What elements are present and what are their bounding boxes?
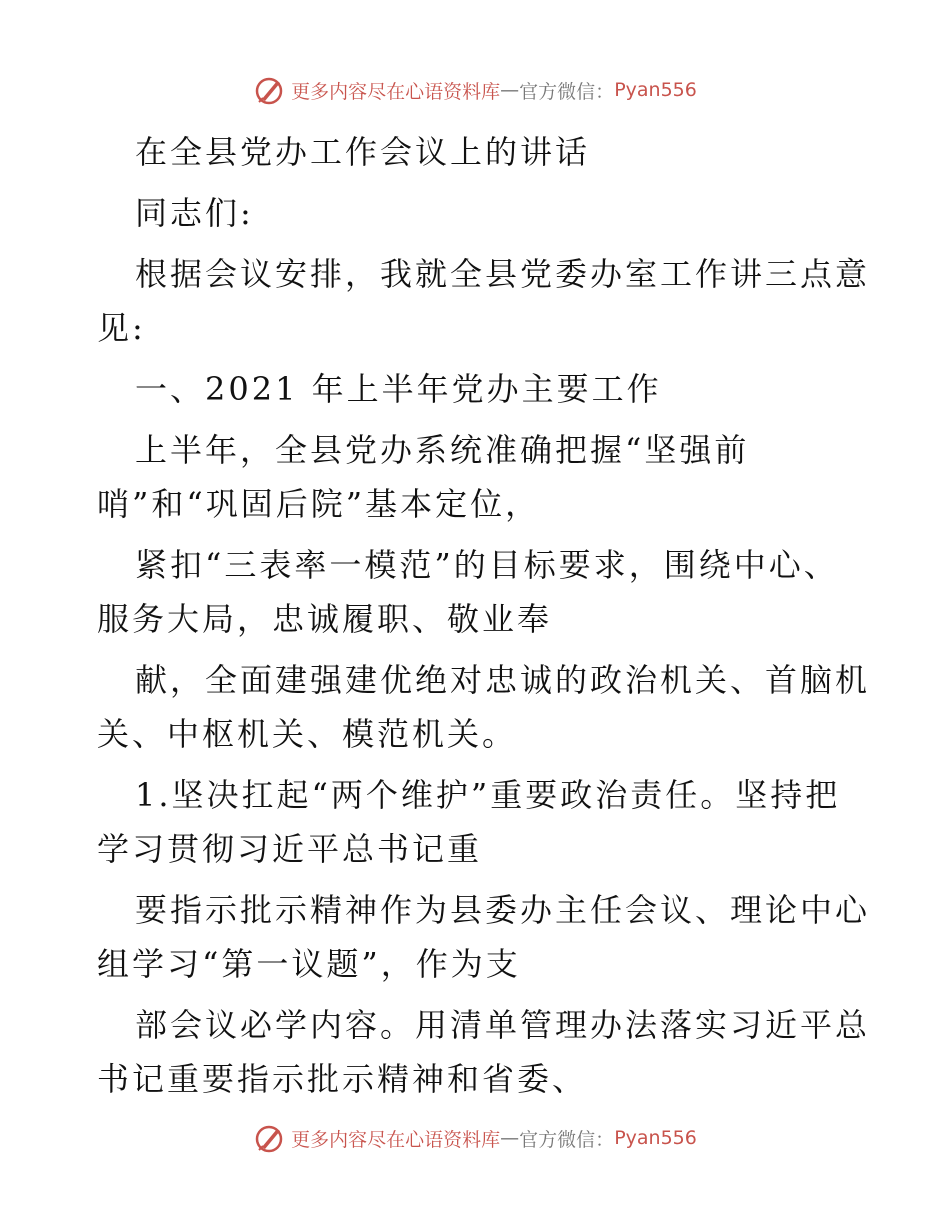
banner-separator: —: [500, 1127, 520, 1149]
header-banner: [0, 70, 950, 110]
text-line: 哨”和“巩固后院”基本定位，: [97, 485, 541, 523]
banner-account: Pyan556: [614, 1127, 697, 1149]
banner-separator: —: [500, 79, 520, 101]
banner-site-text: 更多内容尽在心语资料库: [291, 80, 501, 103]
document-title: 在全县党办工作会议上的讲话: [135, 133, 591, 171]
text-line: 部会议必学内容。用清单管理办法落实习近平总: [135, 1006, 871, 1044]
banner-official-label: 官方微信：: [519, 80, 615, 103]
banner-site-text: 更多内容尽在心语资料库: [291, 1128, 501, 1151]
text-line: 要指示批示精神作为县委办主任会议、理论中心: [135, 891, 871, 929]
text-line: 紧扣“三表率一模范”的目标要求，围绕中心、: [135, 546, 839, 584]
banner-official-label: 官方微信：: [519, 1128, 615, 1151]
text-line: 献，全面建强建优绝对忠诚的政治机关、首脑机: [135, 661, 871, 699]
text-line: 组学习“第一议题”，作为支: [97, 945, 521, 983]
text-line: 关、中枢机关、模范机关。: [97, 715, 518, 753]
text-line: 上半年，全县党办系统准确把握“坚强前: [135, 431, 750, 469]
document-body: [97, 125, 871, 1106]
text-line: 学习贯彻习近平总书记重: [97, 830, 483, 868]
footer-banner: [0, 1118, 950, 1158]
text-line: 1.坚决扛起“两个维护”重要政治责任。坚持把: [135, 776, 841, 814]
section-heading: 一、2021 年上半年党办主要工作: [135, 370, 662, 408]
text-line: 见:: [97, 309, 146, 347]
text-line: 服务大局，忠诚履职、敬业奉: [97, 600, 553, 638]
salutation: 同志们:: [135, 194, 254, 232]
quill-pen-logo-icon: [253, 1122, 285, 1154]
banner-account: Pyan556: [614, 79, 697, 101]
text-line: 书记重要指示批示精神和省委、: [97, 1060, 588, 1098]
text-line: 根据会议安排，我就全县党委办室工作讲三点意: [135, 255, 871, 293]
quill-pen-logo-icon: [253, 74, 285, 106]
